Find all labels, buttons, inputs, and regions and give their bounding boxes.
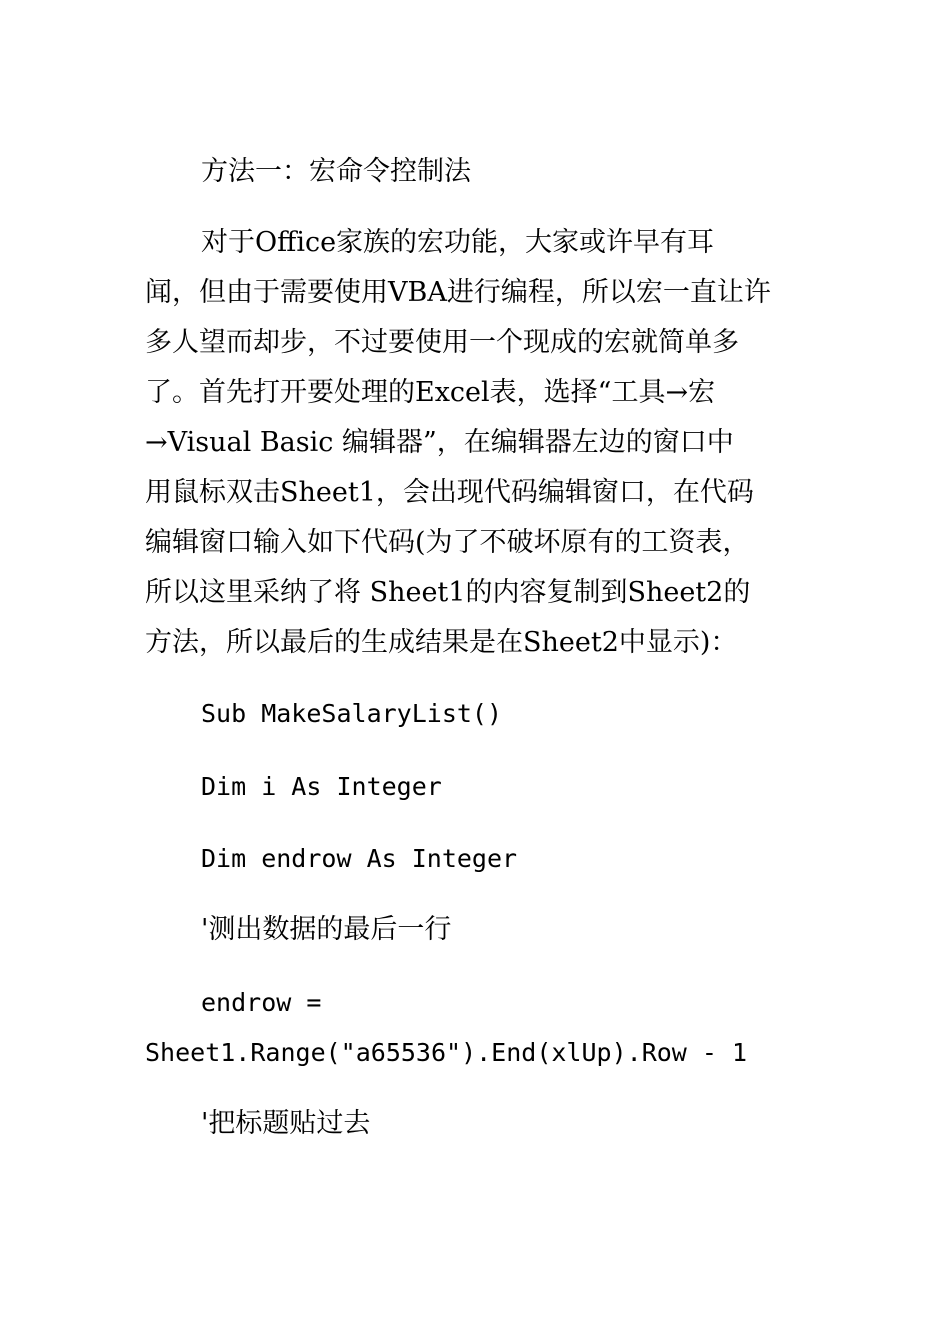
code-comment: '测出数据的最后一行 [201,914,452,945]
intro-paragraph [145,218,815,668]
intro-line: 所以这里采纳了将 Sheet1的内容复制到Sheet2的 [145,577,751,608]
code-endrow-assign [145,978,815,1078]
code-comment-last-row [145,905,815,955]
code-sub-line [145,689,815,739]
code-dim-i [145,762,815,812]
code-comment: '把标题贴过去 [201,1108,371,1139]
code-comment-paste-title [145,1099,815,1149]
intro-line: 对于Office家族的宏功能，大家或许早有耳 [201,227,715,258]
intro-line: 编辑窗口输入如下代码(为了不破坏原有的工资表， [145,527,750,558]
intro-line: 用鼠标双击Sheet1，会出现代码编辑窗口，在代码 [145,477,754,508]
code-text: Sub MakeSalaryList() [201,699,503,728]
intro-line: 了。首先打开要处理的Excel表，选择“工具→宏 [145,377,716,408]
code-text: Dim endrow As Integer [201,844,518,873]
intro-line: 多人望而却步，不过要使用一个现成的宏就简单多 [145,327,739,358]
heading-paragraph [145,147,815,197]
code-dim-endrow [145,834,815,884]
code-text: endrow = [201,988,322,1017]
code-text: Dim i As Integer [201,772,442,801]
intro-line: →Visual Basic 编辑器”，在编辑器左边的窗口中 [145,427,734,458]
intro-line: 方法，所以最后的生成结果是在Sheet2中显示)： [145,627,738,658]
code-text: Sheet1.Range("a65536").End(xlUp).Row - 1 [145,1038,748,1067]
heading-text: 方法一：宏命令控制法 [201,156,471,187]
intro-line: 闻，但由于需要使用VBA进行编程，所以宏一直让许 [145,277,771,308]
